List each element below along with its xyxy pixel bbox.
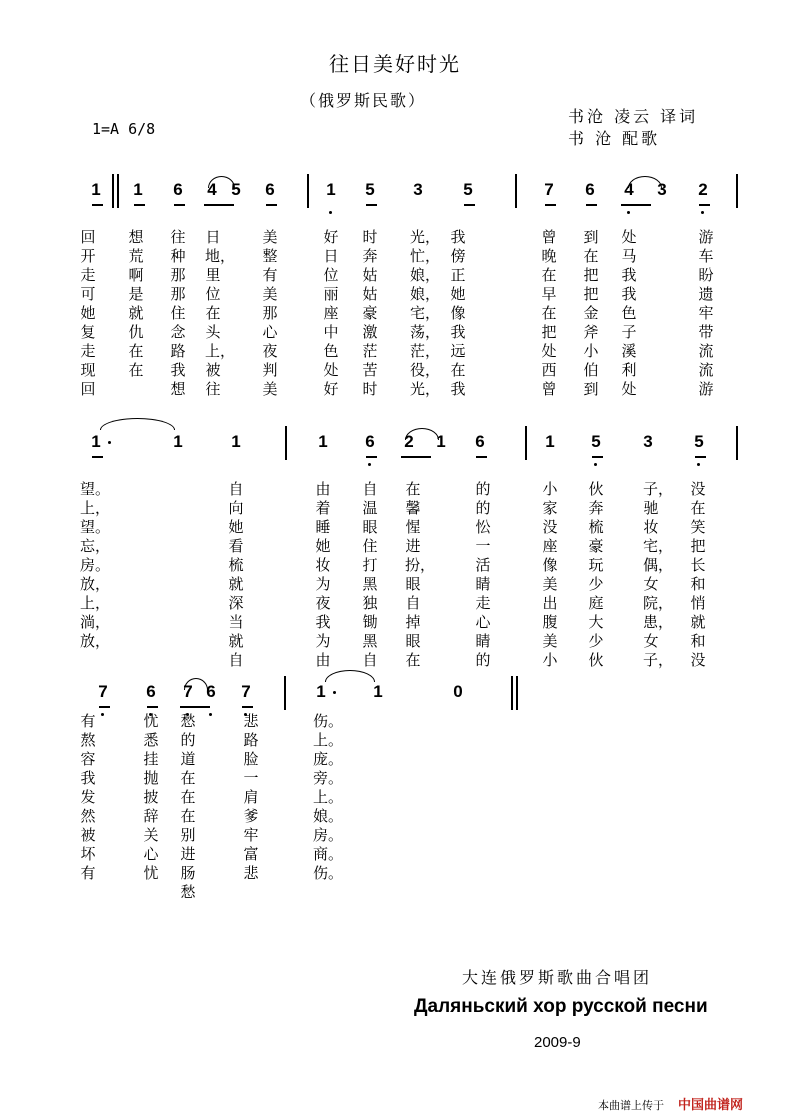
song-subtitle: （俄罗斯民歌） xyxy=(300,91,427,110)
beam-underline xyxy=(586,204,597,206)
translator-credit: 书沧 凌云 译词 xyxy=(568,107,699,126)
lower-octave-dot xyxy=(701,211,704,214)
beam-underline xyxy=(266,204,277,206)
barline xyxy=(117,174,119,208)
note: 6 xyxy=(265,180,275,199)
lyric-column: 回 开 走 可 她 复 走 现 回 xyxy=(80,228,96,398)
lyric-column: 光， 忙， 娘， 娘， 宅， 荡， 茫， 役， 光， xyxy=(410,228,441,398)
augmentation-dot xyxy=(108,441,111,444)
lyric-column: 悲 路 脸 一 肩 爹 牢 富 悲 xyxy=(243,712,259,882)
beam-underline xyxy=(695,456,706,458)
note: 5 xyxy=(231,180,241,199)
note: 6 xyxy=(173,180,183,199)
lower-octave-dot xyxy=(209,713,212,716)
lyric-column: 到 在 把 把 金 斧 小 伯 到 xyxy=(583,228,599,398)
note: 3 xyxy=(643,432,653,451)
lyric-column: 伤。 上。 庞。 旁。 上。 娘。 房。 商。 伤。 xyxy=(313,712,344,882)
lower-octave-dot xyxy=(697,463,700,466)
note: 3 xyxy=(413,180,423,199)
note: 1 xyxy=(91,432,101,451)
barline xyxy=(736,174,738,208)
note: 6 xyxy=(475,432,485,451)
lyric-column: 伙 奔 梳 豪 玩 少 庭 大 少 伙 xyxy=(588,480,604,669)
note: 6 xyxy=(365,432,375,451)
beam-underline xyxy=(401,456,431,458)
lyric-column: 游 车 盼 遗 牢 带 流 流 游 xyxy=(698,228,714,398)
choir-name-chinese: 大连俄罗斯歌曲合唱团 xyxy=(462,968,653,987)
tie-slur xyxy=(208,176,235,188)
lyric-column: 日 地， 里 位 在 头 上， 被 往 xyxy=(205,228,236,398)
barline xyxy=(515,174,517,208)
site-logo: 中国曲谱网 xyxy=(678,1098,744,1113)
lyric-column: 在 馨 惺 进 扮， 眼 自 掉 眼 在 xyxy=(405,480,436,669)
augmentation-dot xyxy=(333,691,336,694)
beam-underline xyxy=(464,204,475,206)
note: 6 xyxy=(206,682,216,701)
note: 7 xyxy=(241,682,251,701)
beam-underline xyxy=(699,204,710,206)
key-signature: 1=A 6/8 xyxy=(92,120,156,138)
tie-slur xyxy=(628,176,662,188)
barline xyxy=(525,426,527,460)
arranger-credit: 书 沧 配歌 xyxy=(568,129,661,148)
note: 1 xyxy=(373,682,383,701)
lyric-column: 想 荒 啊 是 就 仇 在 在 xyxy=(128,228,144,379)
tie-slur xyxy=(325,670,375,682)
lower-octave-dot xyxy=(101,713,104,716)
lyric-column: 小 家 没 座 像 美 出 腹 美 小 xyxy=(542,480,558,669)
lyric-column: 我 傍 正 她 像 我 远 在 我 xyxy=(450,228,466,398)
lower-octave-dot xyxy=(329,211,332,214)
beam-underline xyxy=(99,706,110,708)
note: 5 xyxy=(591,432,601,451)
beam-underline xyxy=(147,706,158,708)
beam-underline xyxy=(134,204,145,206)
beam-underline xyxy=(204,204,234,206)
note: 5 xyxy=(694,432,704,451)
note: 3 xyxy=(657,180,667,199)
beam-underline xyxy=(545,204,556,206)
note: 7 xyxy=(98,682,108,701)
note: 1 xyxy=(91,180,101,199)
note: 1 xyxy=(231,432,241,451)
song-title: 往日美好时光 xyxy=(329,52,461,76)
note: 5 xyxy=(365,180,375,199)
note: 1 xyxy=(316,682,326,701)
beam-underline xyxy=(242,706,253,708)
beam-underline xyxy=(592,456,603,458)
barline xyxy=(736,426,738,460)
lyric-column: 处 马 我 我 色 子 溪 利 处 xyxy=(621,228,637,398)
lyric-column: 自 温 眼 住 打 黑 独 锄 黑 自 xyxy=(362,480,378,669)
lower-octave-dot xyxy=(627,211,630,214)
note: 2 xyxy=(404,432,414,451)
lyric-column: 好 日 位 丽 座 中 色 处 好 xyxy=(323,228,339,398)
lyric-column: 有 熬 容 我 发 然 被 坏 有 xyxy=(80,712,96,882)
note: 0 xyxy=(453,682,463,701)
beam-underline xyxy=(366,456,377,458)
note: 2 xyxy=(698,180,708,199)
note: 6 xyxy=(585,180,595,199)
note: 1 xyxy=(436,432,446,451)
barline xyxy=(284,676,286,710)
choir-name-russian: Даляньский хор русской песни xyxy=(414,996,708,1017)
barline xyxy=(516,676,518,710)
note: 1 xyxy=(173,432,183,451)
lyric-column: 忧 悉 挂 抛 披 辞 关 心 忧 xyxy=(143,712,159,882)
tie-slur xyxy=(100,418,175,430)
beam-underline xyxy=(366,204,377,206)
note: 5 xyxy=(463,180,473,199)
beam-underline xyxy=(621,204,651,206)
note: 4 xyxy=(207,180,217,199)
lyric-column: 美 整 有 美 那 心 夜 判 美 xyxy=(262,228,278,398)
lyric-column: 曾 晚 在 早 在 把 处 西 曾 xyxy=(541,228,557,398)
lower-octave-dot xyxy=(368,463,371,466)
tie-slur xyxy=(405,428,439,440)
barline xyxy=(112,174,114,208)
note: 7 xyxy=(544,180,554,199)
lyric-column: 愁 的 道 在 在 在 别 进 肠 愁 xyxy=(180,712,196,901)
lyric-column: 没 在 笑 把 长 和 悄 就 和 没 xyxy=(690,480,706,669)
upload-note: 本曲谱上传于 xyxy=(598,1099,664,1112)
beam-underline xyxy=(180,706,210,708)
lyric-column: 自 向 她 看 梳 就 深 当 就 自 xyxy=(228,480,244,669)
lyric-column: 往 种 那 那 住 念 路 我 想 xyxy=(170,228,186,398)
note: 4 xyxy=(624,180,634,199)
lyric-column: 由 着 睡 她 妆 为 夜 我 为 由 xyxy=(315,480,331,669)
lower-octave-dot xyxy=(594,463,597,466)
beam-underline xyxy=(92,204,103,206)
note: 7 xyxy=(183,682,193,701)
beam-underline xyxy=(92,456,103,458)
note: 1 xyxy=(326,180,336,199)
lyric-column: 时 奔 姑 姑 豪 激 茫 苦 时 xyxy=(362,228,378,398)
note: 1 xyxy=(318,432,328,451)
barline xyxy=(285,426,287,460)
lyric-column: 的 的 忪 一 活 睛 走 心 睛 的 xyxy=(475,480,491,669)
beam-underline xyxy=(476,456,487,458)
barline xyxy=(307,174,309,208)
beam-underline xyxy=(174,204,185,206)
note: 1 xyxy=(545,432,555,451)
note: 6 xyxy=(146,682,156,701)
barline xyxy=(511,676,513,710)
tie-slur xyxy=(184,678,208,690)
lyric-column: 望。 上， 望。 忘， 房。 放， 上， 淌， 放， xyxy=(80,480,111,650)
lyric-column: 子， 驰 妆 宅， 偶， 女 院， 患， 女 子， xyxy=(643,480,674,669)
note: 1 xyxy=(133,180,143,199)
date: 2009-9 xyxy=(534,1034,581,1051)
